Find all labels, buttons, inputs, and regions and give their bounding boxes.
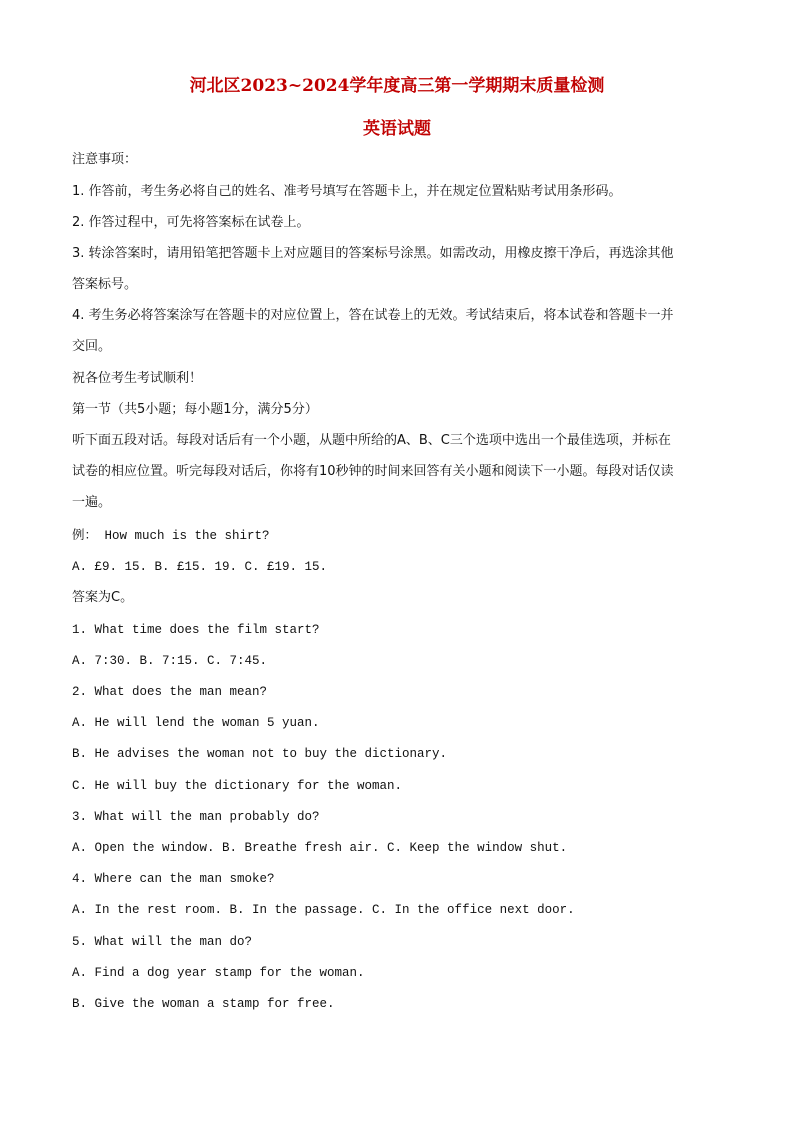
question-3: 3. What will the man probably do? — [72, 810, 320, 824]
question-2-option-a: A. He will lend the woman 5 yuan. — [72, 716, 320, 730]
question-5-option-b: B. Give the woman a stamp for free. — [72, 997, 335, 1011]
notice-item-4-line2: 交回。 — [72, 339, 112, 354]
question-2-option-b: B. He advises the woman not to buy the dictionary. — [72, 747, 448, 761]
exam-subtitle: 英语试题 — [363, 119, 431, 139]
notice-item-4-line1: 4. 考生务必将答案涂写在答题卡的对应位置上，答在试卷上的无效。考试结束后，将本试卷和答题卡一并 — [72, 308, 674, 323]
notice-item-3-line2: 答案标号。 — [72, 277, 138, 292]
question-5: 5. What will the man do? — [72, 935, 253, 949]
notice-wish: 祝各位考生考试顺利！ — [72, 371, 203, 386]
notice-heading: 注意事项： — [72, 152, 138, 167]
question-2-option-c: C. He will buy the dictionary for the woman. — [72, 779, 403, 793]
question-4-options: A. In the rest room. B. In the passage. C. In the office next door. — [72, 903, 575, 917]
exam-title: 河北区2023~2024学年度高三第一学期期末质量检测 — [189, 76, 605, 96]
question-1-options: A. 7:30. B. 7:15. C. 7:45. — [72, 654, 268, 668]
section-instructions-line3: 一遍。 — [72, 495, 112, 510]
example-answer: 答案为C。 — [72, 590, 134, 605]
example-options: A. £9. 15. B. £15. 19. C. £19. 15. — [72, 560, 328, 574]
section-instructions-line1: 听下面五段对话。每段对话后有一个小题，从题中所给的A、B、C三个选项中选出一个最佳选项，并标在 — [72, 433, 671, 448]
question-2: 2. What does the man mean? — [72, 685, 268, 699]
question-5-option-a: A. Find a dog year stamp for the woman. — [72, 966, 365, 980]
notice-item-1: 1. 作答前，考生务必将自己的姓名、准考号填写在答题卡上，并在规定位置粘贴考试用条形码。 — [72, 184, 622, 199]
notice-item-3-line1: 3. 转涂答案时，请用铅笔把答题卡上对应题目的答案标号涂黑。如需改动，用橡皮擦干净后，再选涂其他 — [72, 246, 674, 261]
question-4: 4. Where can the man smoke? — [72, 872, 275, 886]
example-question: 例： How much is the shirt? — [72, 529, 270, 543]
question-1: 1. What time does the film start? — [72, 623, 320, 637]
notice-item-2: 2. 作答过程中，可先将答案标在试卷上。 — [72, 215, 310, 230]
section-heading: 第一节（共5小题；每小题1分，满分5分） — [72, 402, 318, 417]
section-instructions-line2: 试卷的相应位置。听完每段对话后，你将有10秒钟的时间来回答有关小题和阅读下一小题。每段对话仅读 — [72, 464, 674, 479]
question-3-options: A. Open the window. B. Breathe fresh air. C. Keep the window shut. — [72, 841, 568, 855]
